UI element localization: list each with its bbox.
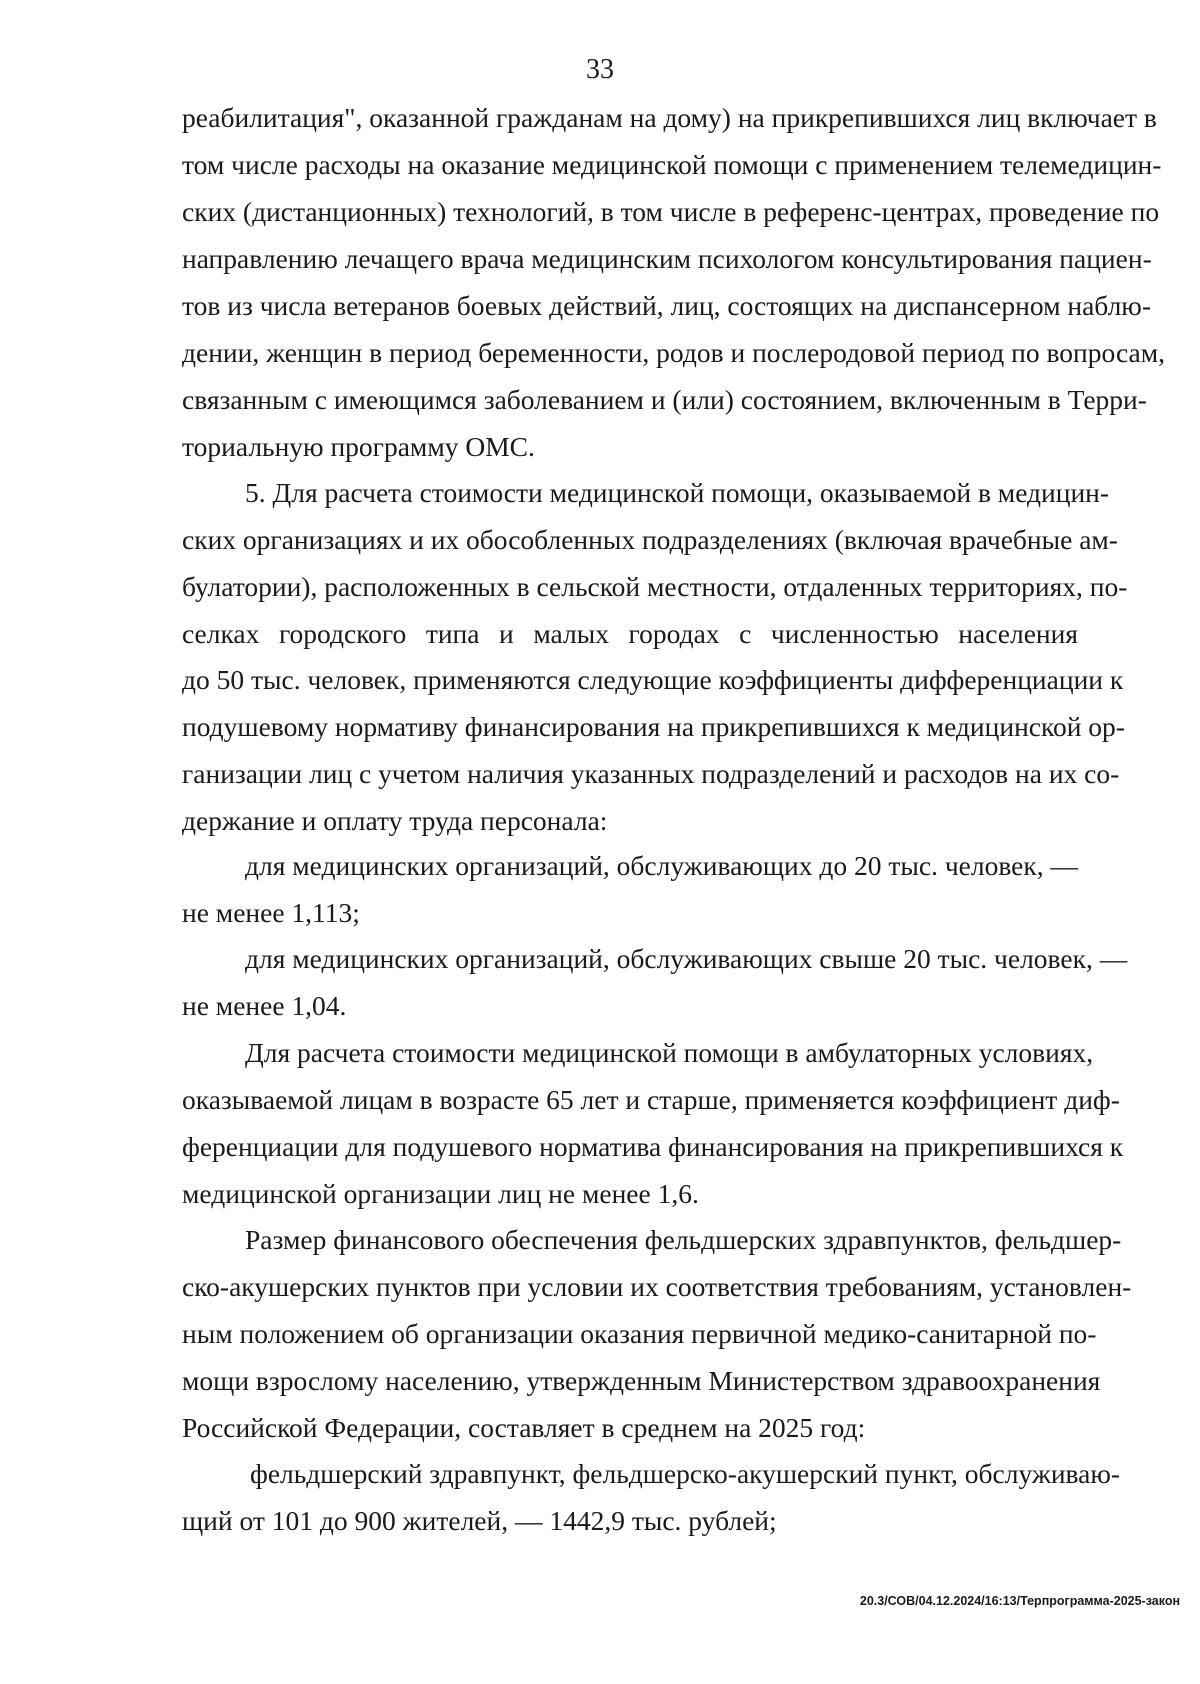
text-line: медицинской организации лиц не менее 1,6.: [182, 1178, 699, 1209]
text-line: оказываемой лицам в возрасте 65 лет и старше, применяется коэффициент диф-: [182, 1084, 1120, 1115]
text-line: держание и оплату труда персонала:: [182, 805, 608, 836]
text-line: селках городского типа и малых городах с численностью населения: [182, 618, 1078, 649]
text-line: не менее 1,04.: [182, 990, 347, 1021]
page-number: 33: [586, 54, 614, 85]
text-line: ганизации лиц с учетом наличия указанных подразделений и расходов на их со-: [182, 758, 1120, 789]
paragraph-first-line: Размер финансового обеспечения фельдшерских здравпунктов, фельдшер-: [245, 1224, 1122, 1255]
text-line: ференциации для подушевого норматива финансирования на прикрепившихся к: [182, 1131, 1124, 1162]
text-line: мощи взрослому населению, утвержденным Министерством здравоохранения: [182, 1365, 1101, 1396]
paragraph-first-line: фельдшерский здравпункт, фельдшерско-акушерский пункт, обслуживаю-: [250, 1458, 1121, 1489]
paragraph-first-line: 5. Для расчета стоимости медицинской помощи, оказываемой в медицин-: [245, 477, 1110, 508]
text-line: ских (дистанционных) технологий, в том числе в референс-центрах, проведение по: [182, 196, 1160, 227]
text-line: ториальную программу ОМС.: [182, 431, 535, 462]
text-line: дении, женщин в период беременности, родов и послеродовой период по вопросам,: [182, 337, 1165, 368]
paragraph-first-line: для медицинских организаций, обслуживающих свыше 20 тыс. человек, —: [245, 943, 1128, 974]
text-line: щий от 101 до 900 жителей, — 1442,9 тыс. рублей;: [182, 1505, 777, 1536]
text-line: ным положением об организации оказания первичной медико-санитарной по-: [182, 1318, 1097, 1349]
text-line: подушевому нормативу финансирования на прикрепившихся к медицинской ор-: [182, 711, 1125, 742]
text-line: не менее 1,113;: [182, 897, 360, 928]
text-line: ских организациях и их обособленных подразделениях (включая врачебные ам-: [182, 524, 1118, 555]
text-line: направлению лечащего врача медицинским психологом консультирования пациен-: [182, 243, 1152, 274]
paragraph-first-line: для медицинских организаций, обслуживающих до 20 тыс. человек, —: [245, 850, 1078, 881]
document-footer: 20.3/СОВ/04.12.2024/16:13/Терпрограмма-2025-закон: [859, 1594, 1180, 1608]
text-line: связанным с имеющимся заболеванием и (или) состоянием, включенным в Терри-: [182, 384, 1147, 415]
text-line: ско-акушерских пунктов при условии их соответствия требованиям, установлен-: [182, 1271, 1132, 1302]
text-line: тов из числа ветеранов боевых действий, лиц, состоящих на диспансерном наблю-: [182, 290, 1152, 321]
text-line: Российской Федерации, составляет в среднем на 2025 год:: [182, 1412, 866, 1443]
text-line: до 50 тыс. человек, применяются следующие коэффициенты дифференциации к: [182, 664, 1124, 695]
text-line: том числе расходы на оказание медицинской помощи с применением телемедицин-: [182, 149, 1162, 180]
text-line: булатории), расположенных в сельской местности, отдаленных территориях, по-: [182, 571, 1128, 602]
text-line: реабилитация", оказанной гражданам на дому) на прикрепившихся лиц включает в: [182, 102, 1157, 133]
paragraph-first-line: Для расчета стоимости медицинской помощи в амбулаторных условиях,: [245, 1037, 1094, 1068]
